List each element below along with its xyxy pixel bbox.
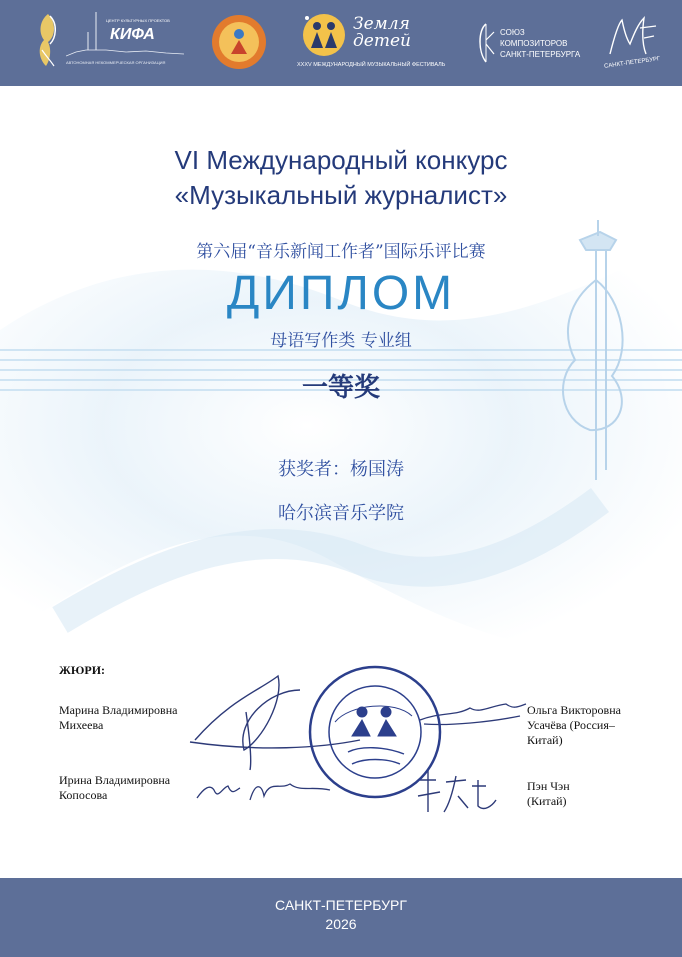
composers-union-line2: КОМПОЗИТОРОВ: [500, 39, 568, 48]
jury-member-surname: Усачёва (Россия–: [527, 718, 615, 732]
jury-member-surname: (Китай): [527, 794, 567, 808]
footer-city: САНКТ-ПЕТЕРБУРГ: [275, 897, 407, 913]
kifa-wordmark: КИФА: [110, 26, 155, 43]
prize-level: 一等奖: [301, 373, 380, 403]
composers-union-line3: САНКТ-ПЕТЕРБУРГА: [500, 50, 581, 59]
footer-year: 2026: [325, 916, 357, 932]
jury-member-country: Китай): [527, 733, 563, 747]
jury-member-name: Ирина Владимировна: [59, 773, 171, 787]
round-seal-stamp: [310, 667, 440, 797]
jury-member-name: Пэн Чэн: [527, 779, 570, 793]
contest-title-line2: «Музыкальный журналист»: [174, 180, 508, 210]
jury-member-surname: Копосова: [59, 788, 108, 802]
winner-institution: 哈尔滨音乐学院: [278, 503, 404, 524]
jury-member-name: Марина Владимировна: [59, 703, 178, 717]
footer-band: [0, 878, 682, 957]
winner-name: 获奖者：杨国涛: [278, 459, 404, 480]
handwritten-signature: [418, 770, 496, 812]
zemlya-detey-subtitle: XXXV МЕЖДУНАРОДНЫЙ МУЗЫКАЛЬНЫЙ ФЕСТИВАЛЬ: [297, 62, 446, 68]
kifa-text-top: ЦЕНТР КУЛЬТУРНЫХ ПРОЕКТОВ: [106, 18, 170, 23]
mf-monogram-text: САНКТ-ПЕТЕРБУРГ: [603, 56, 661, 70]
zemlya-detey-title: Земля детей: [353, 14, 411, 51]
diploma-category: 母语写作类 专业组: [270, 331, 412, 351]
diploma-heading: ДИПЛОМ: [226, 267, 456, 320]
contest-title-chinese: 第六届“音乐新闻工作者”国际乐评比赛: [196, 242, 486, 262]
handwritten-signature: [190, 676, 360, 770]
contest-title-line1: VI Международный конкурс: [174, 145, 508, 175]
handwritten-signature: [197, 784, 330, 800]
composers-union-line1: СОЮЗ: [500, 28, 525, 37]
jury-heading: ЖЮРИ:: [59, 663, 106, 677]
kifa-text-bottom: АВТОНОМНАЯ НЕКОММЕРЧЕСКАЯ ОРГАНИЗАЦИЯ: [66, 60, 166, 65]
jury-member-surname: Михеева: [59, 718, 104, 732]
jury-member-name: Ольга Викторовна: [527, 703, 621, 717]
